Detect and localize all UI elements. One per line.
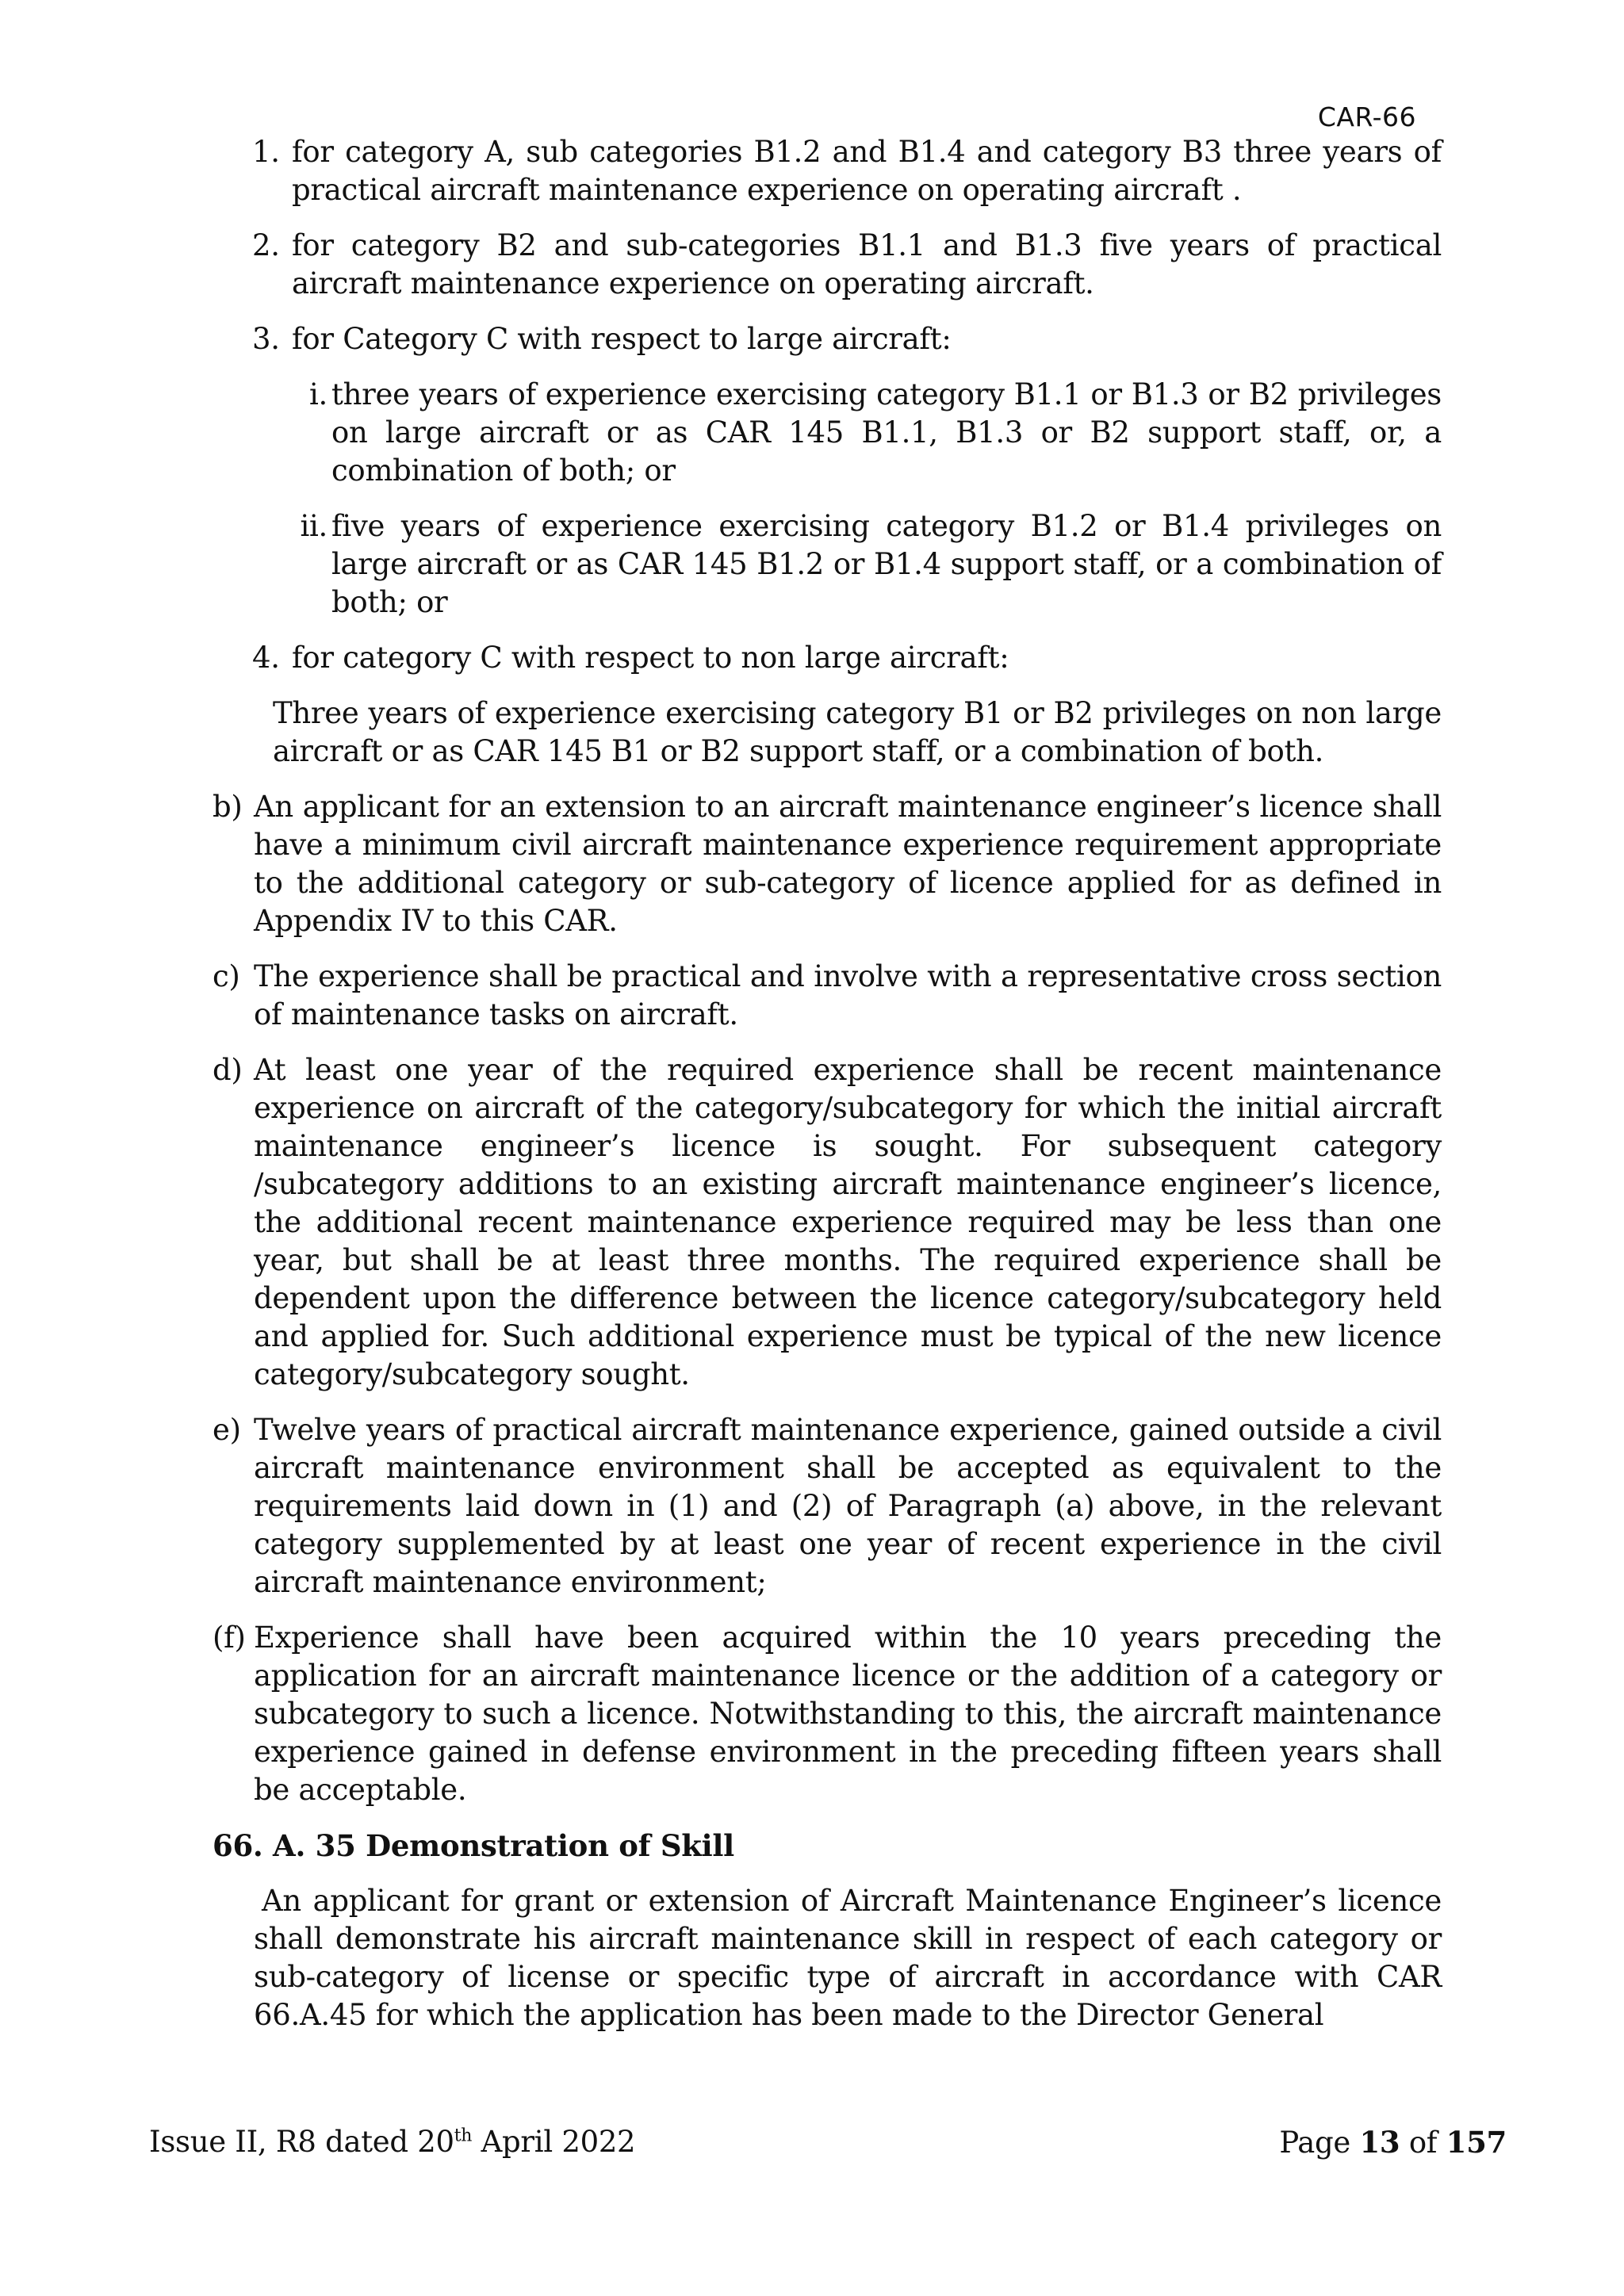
page-number: Page 13 of 157 bbox=[1279, 2125, 1507, 2160]
section-d bbox=[213, 1051, 1442, 1394]
section-text: Twelve years of practical aircraft maintenance experience, gained outside a civil aircraft maintenance environment shall be accepted as equivalent to the requirements laid down in (1) and (2) of Paragraph (a) above, in the relevant category supplemented by at least one year of recent experience in the civil aircraft maintenance environment; bbox=[254, 1413, 1442, 1599]
list-item-1 bbox=[213, 133, 1442, 209]
sublist-number: ii. bbox=[300, 509, 327, 543]
list-number: 1. bbox=[252, 135, 280, 169]
list-item-4 bbox=[213, 639, 1442, 677]
section-label: d) bbox=[213, 1053, 243, 1087]
list-item-3 bbox=[213, 320, 1442, 358]
section-e bbox=[213, 1411, 1442, 1601]
sublist-text: three years of experience exercising category B1.1 or B1.3 or B2 privileges on large aircraft or as CAR 145 B1.1, B1.3 or B2 support staff, or, a combination of both; or bbox=[331, 377, 1442, 488]
item4-paragraph: Three years of experience exercising category B1 or B2 privileges on non large aircraft or as CAR 145 B1 or B2 support staff, or a combination of both. bbox=[273, 696, 1442, 768]
list-number: 4. bbox=[252, 641, 280, 675]
document-body bbox=[213, 133, 1442, 2034]
sublist-item-i bbox=[213, 376, 1442, 490]
section-heading: 66. A. 35 Demonstration of Skill bbox=[213, 1828, 734, 1863]
document-code: CAR-66 bbox=[1317, 101, 1416, 132]
section-text: The experience shall be practical and involve with a representative cross section of maintenance tasks on aircraft. bbox=[254, 959, 1442, 1031]
list-number: 2. bbox=[252, 228, 280, 262]
list-item-2 bbox=[213, 227, 1442, 303]
page-footer bbox=[149, 2125, 1507, 2160]
list-text: for category C with respect to non large aircraft: bbox=[292, 641, 1009, 675]
list-text: for category A, sub categories B1.2 and B1.4 and category B3 three years of practical aircraft maintenance experience on operating aircraft . bbox=[292, 135, 1442, 207]
section-text: Experience shall have been acquired within the 10 years preceding the application for an aircraft maintenance licence or the addition of a category or subcategory to such a licence. Notwithstanding to this, the aircraft maintenance experience gained in defense environment in the preceding fifteen years shall be acceptable. bbox=[254, 1621, 1442, 1807]
sublist-item-ii bbox=[213, 507, 1442, 622]
section-b bbox=[213, 788, 1442, 940]
skill-paragraph: An applicant for grant or extension of Aircraft Maintenance Engineer’s licence shall demonstrate his aircraft maintenance skill in respect of each category or sub-category of license or specific type of aircraft in accordance with CAR 66.A.45 for which the application has been made to the Director General bbox=[254, 1884, 1442, 2032]
section-f bbox=[213, 1619, 1442, 1809]
section-text: At least one year of the required experience shall be recent maintenance experience on aircraft of the category/subcategory for which the initial aircraft maintenance engineer’s licence is sought. For subsequent category /subcategory additions to an existing aircraft maintenance engineer’s licence, the additional recent maintenance experience required may be less than one year, but shall be at least three months. The required experience shall be dependent upon the difference between the licence category/subcategory held and applied for. Such additional experience must be typical of the new licence category/subcategory sought. bbox=[254, 1053, 1442, 1391]
issue-info: Issue II, R8 dated 20th April 2022 bbox=[149, 2125, 636, 2159]
section-label: b) bbox=[213, 790, 243, 824]
section-text: An applicant for an extension to an aircraft maintenance engineer’s licence shall have a minimum civil aircraft maintenance experience requirement appropriate to the additional category or sub-category of licence applied for as defined in Appendix IV to this CAR. bbox=[254, 790, 1442, 938]
list-text: for category B2 and sub-categories B1.1 and B1.3 five years of practical aircraft maintenance experience on operating aircraft. bbox=[292, 228, 1442, 300]
sublist-number: i. bbox=[309, 377, 327, 411]
sublist-text: five years of experience exercising category B1.2 or B1.4 privileges on large aircraft or as CAR 145 B1.2 or B1.4 support staff, or a combination of both; or bbox=[331, 509, 1442, 619]
section-label: (f) bbox=[213, 1621, 246, 1655]
list-number: 3. bbox=[252, 322, 280, 356]
section-label: e) bbox=[213, 1413, 241, 1447]
section-c bbox=[213, 958, 1442, 1034]
section-label: c) bbox=[213, 959, 240, 993]
list-text: for Category C with respect to large aircraft: bbox=[292, 322, 952, 356]
